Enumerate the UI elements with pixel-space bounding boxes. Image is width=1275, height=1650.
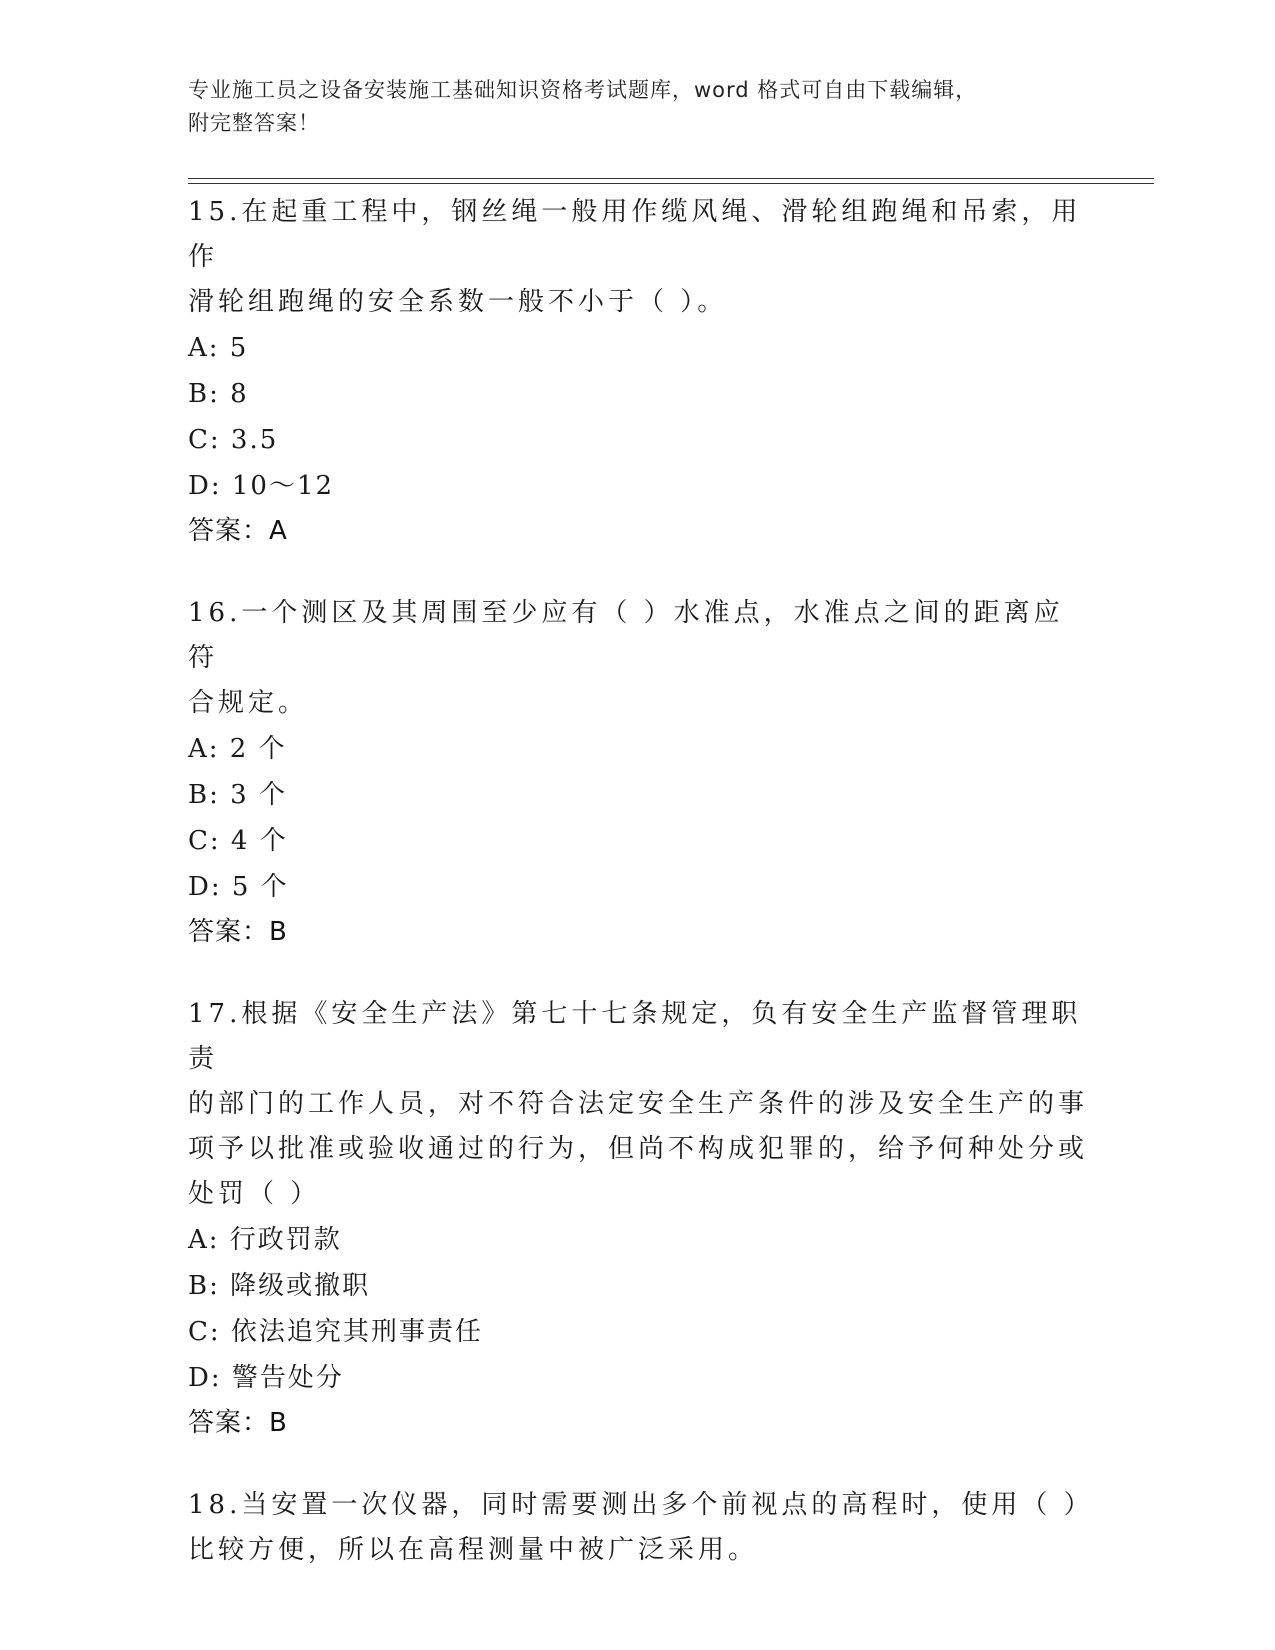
header-divider-top [188, 178, 1154, 179]
option-a: A: 2 个 [188, 734, 287, 764]
question-stem-line: 18.当安置一次仪器，同时需要测出多个前视点的高程时，使用（ ） [188, 1490, 1094, 1520]
question-stem-line: 滑轮组跑绳的安全系数一般不小于（ ）。 [188, 287, 728, 317]
question-stem-line: 项予以批准或验收通过的行为，但尚不构成犯罪的，给予何种处分或 [188, 1134, 1089, 1164]
option-d: D: 10～12 [188, 471, 335, 501]
question-stem-line: 合规定。 [188, 688, 309, 718]
option-c: C: 4 个 [188, 826, 288, 856]
question-16 [188, 591, 1088, 954]
option-c: C: 依法追究其刑事责任 [188, 1317, 483, 1347]
option-b: B: 降级或撤职 [188, 1271, 371, 1301]
question-15 [188, 190, 1088, 553]
question-list [188, 190, 1094, 1611]
answer-line: 答案：B [188, 917, 288, 947]
question-17 [188, 992, 1088, 1445]
question-18 [188, 1483, 1094, 1573]
answer-line: 答案：B [188, 1408, 288, 1438]
question-stem-line: 17.根据《安全生产法》第七十七条规定，负有安全生产监督管理职责 [188, 999, 1082, 1074]
header-line-1: 专业施工员之设备安装施工基础知识资格考试题库，word 格式可自由下载编辑， [188, 78, 978, 102]
option-d: D: 警告处分 [188, 1363, 344, 1393]
option-b: B: 3 个 [188, 780, 287, 810]
question-stem-line: 处罚（ ） [188, 1179, 321, 1209]
question-stem-line: 16.一个测区及其周围至少应有（ ）水准点，水准点之间的距离应符 [188, 598, 1064, 673]
option-a: A: 行政罚款 [188, 1225, 342, 1255]
answer-line: 答案：A [188, 516, 288, 546]
question-stem-line: 15.在起重工程中，钢丝绳一般用作缆风绳、滑轮组跑绳和吊索，用作 [188, 197, 1082, 272]
option-d: D: 5 个 [188, 872, 289, 902]
option-c: C: 3.5 [188, 425, 279, 455]
option-a: A: 5 [188, 333, 249, 363]
page-header [188, 74, 1068, 140]
header-line-2: 附完整答案！ [188, 111, 320, 135]
question-stem-line: 比较方便，所以在高程测量中被广泛采用。 [188, 1535, 759, 1565]
header-divider-bottom [188, 183, 1154, 184]
question-stem-line: 的部门的工作人员，对不符合法定安全生产条件的涉及安全生产的事 [188, 1089, 1089, 1119]
option-b: B: 8 [188, 379, 249, 409]
